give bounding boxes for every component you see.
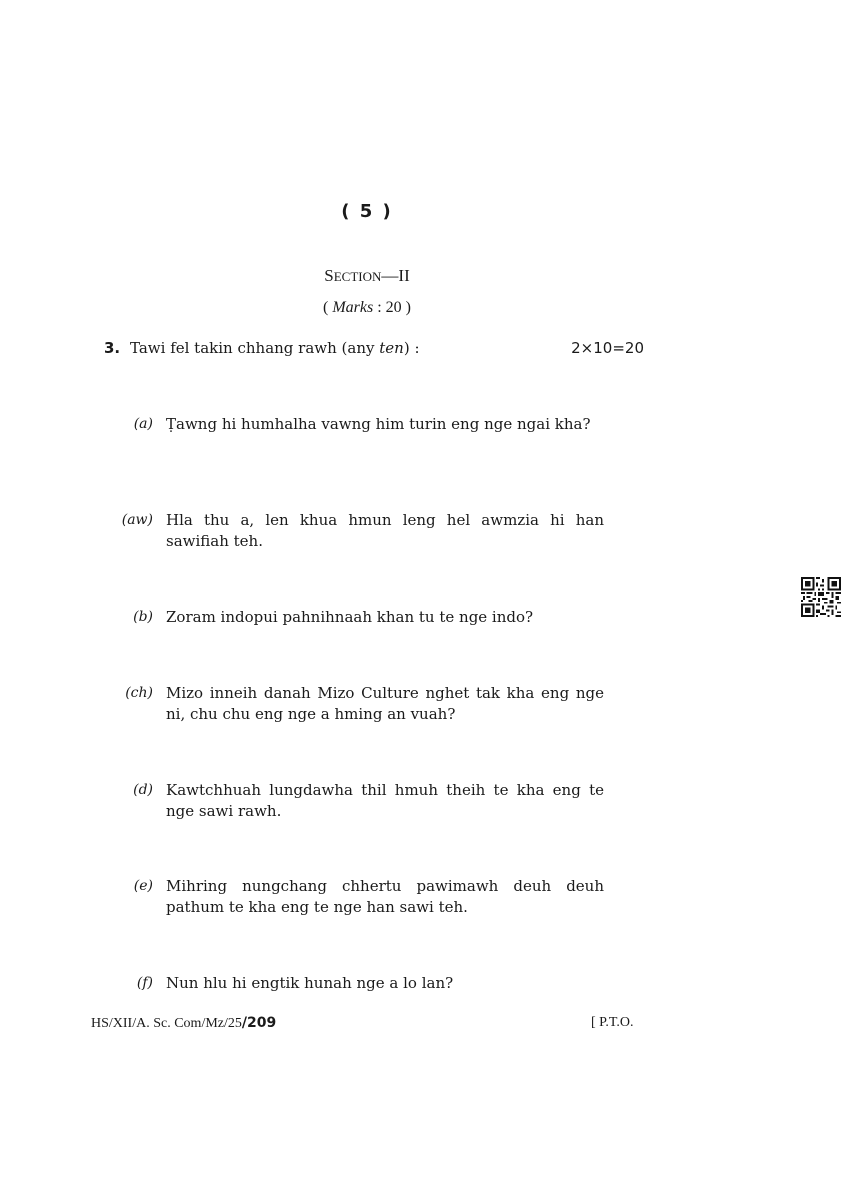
item-label: (b): [133, 609, 153, 625]
list-item: [104, 510, 604, 552]
item-text: Mizo inneih danah Mizo Culture nghet tak kha eng nge ni, chu chu eng nge a hming an vuah?: [166, 684, 604, 723]
marks-label: Marks: [332, 299, 374, 316]
marks-value: : 20 ): [373, 299, 411, 316]
paper-code-number: /209: [241, 1015, 277, 1031]
paper-code-text: HS/XII/A. Sc. Com/Mz/25: [91, 1016, 242, 1031]
page-number: ( 5 ): [341, 201, 393, 222]
item-text: Ṭawng hi humhalha vawng him turin eng nge ngai kha?: [166, 415, 591, 433]
marks-open: (: [323, 299, 333, 316]
item-label: (a): [133, 416, 153, 432]
question-heading: [104, 339, 644, 357]
question-text-emphasis: ten: [379, 339, 404, 357]
item-label: (d): [133, 782, 153, 798]
item-label: (ch): [125, 685, 153, 701]
section-marks: [0, 299, 734, 317]
list-item: [104, 607, 604, 628]
qr-code-icon: [801, 577, 841, 617]
item-text: Zoram indopui pahnihnaah khan tu te nge indo?: [166, 608, 534, 626]
section-title: [0, 266, 734, 286]
question-marks: 2×10=20: [571, 339, 644, 357]
item-label: (aw): [121, 512, 153, 528]
question-text-start: Tawi fel takin chhang rawh (any: [130, 339, 380, 357]
paper-code: [91, 1015, 276, 1032]
item-text: Mihring nungchang chhertu pawimawh deuh deuh pathum te kha eng te nge han sawi teh.: [166, 877, 604, 916]
section-title-smallcaps: ECTION: [333, 269, 382, 284]
question-text-end: ) :: [403, 339, 420, 357]
section-title-initial: S: [324, 266, 334, 285]
list-item: [104, 973, 604, 994]
question-number: 3.: [104, 339, 121, 357]
item-label: (e): [133, 878, 153, 894]
pto-label: [ P.T.O.: [591, 1015, 634, 1030]
item-text: Hla thu a, len khua hmun leng hel awmzia hi han sawifiah teh.: [166, 511, 604, 550]
list-item: [104, 683, 604, 725]
list-item: [104, 780, 604, 822]
item-text: Nun hlu hi engtik hunah nge a lo lan?: [166, 974, 454, 992]
list-item: [104, 414, 604, 435]
item-label: (f): [136, 975, 153, 991]
item-text: Kawtchhuah lungdawha thil hmuh theih te kha eng te nge sawi rawh.: [166, 781, 604, 820]
section-title-number: —II: [381, 266, 410, 285]
list-item: [104, 876, 604, 918]
